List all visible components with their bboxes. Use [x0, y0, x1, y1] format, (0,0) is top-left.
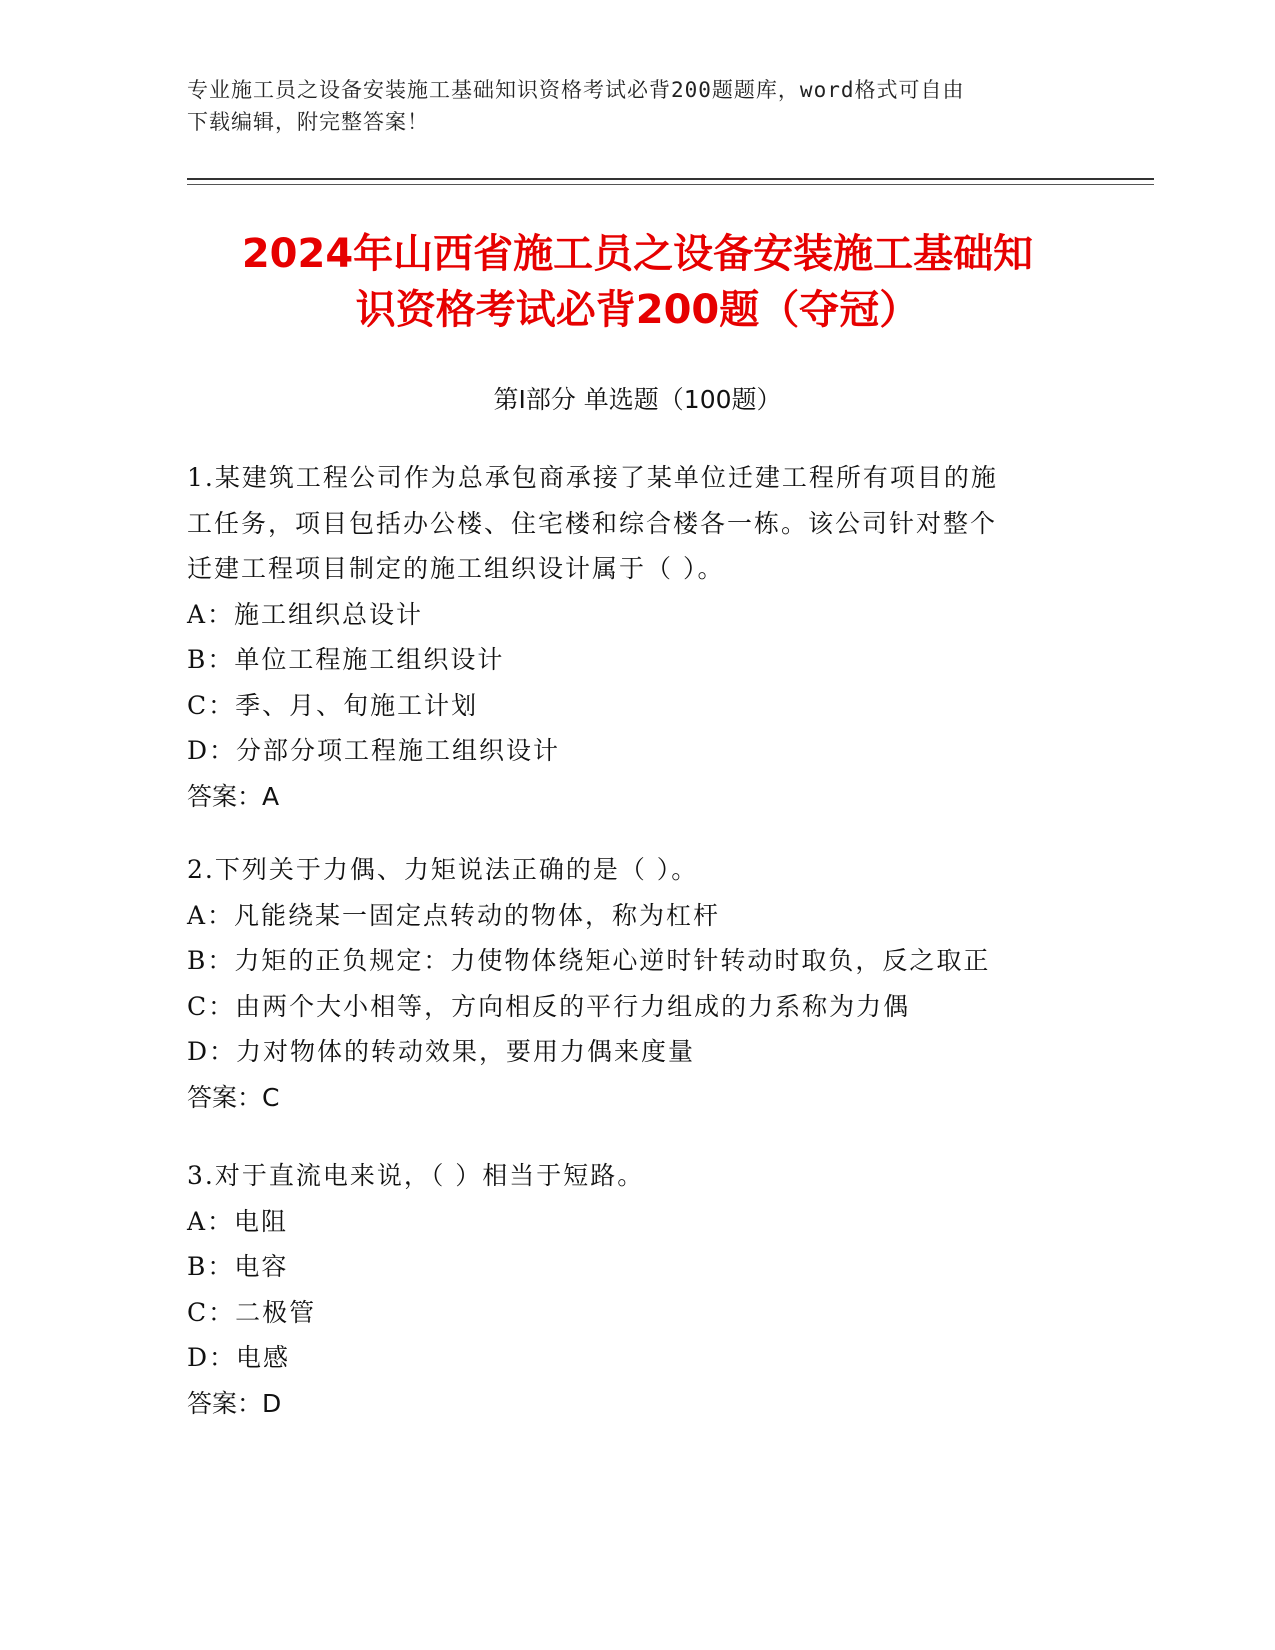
question-1: [187, 455, 1067, 819]
option-c: C：由两个大小相等，方向相反的平行力组成的力系称为力偶: [187, 991, 911, 1021]
header-divider-thin: [187, 184, 1154, 185]
question-stem: 工任务，项目包括办公楼、住宅楼和综合楼各一栋。该公司针对整个: [187, 508, 998, 538]
option-d: D：分部分项工程施工组织设计: [187, 736, 561, 765]
header-divider: [187, 178, 1154, 180]
option-a: A：凡能绕某一固定点转动的物体，称为杠杆: [187, 900, 721, 930]
option-d: D：力对物体的转动效果，要用力偶来度量: [187, 1037, 696, 1066]
header-note-line: 下载编辑，附完整答案！: [187, 110, 429, 134]
title-line: 识资格考试必背200题（夺冠）: [355, 287, 920, 333]
header-note: [187, 74, 1067, 138]
option-c: C：二极管: [187, 1297, 317, 1327]
option-b: B：电容: [187, 1252, 289, 1281]
question-stem: 3.对于直流电来说，（ ）相当于短路。: [187, 1161, 645, 1190]
question-stem: 2.下列关于力偶、力矩说法正确的是（ ）。: [187, 855, 699, 884]
option-b: B：单位工程施工组织设计: [187, 645, 505, 674]
option-d: D：电感: [187, 1343, 291, 1372]
question-stem: 1.某建筑工程公司作为总承包商承接了某单位迁建工程所有项目的施: [187, 463, 998, 492]
option-a: A：电阻: [187, 1206, 289, 1236]
question-2: [187, 847, 1067, 1120]
document-title: [150, 226, 1125, 338]
question-3: [187, 1153, 1067, 1426]
answer-label: 答案：C: [187, 1082, 280, 1112]
section-heading: 第Ⅰ部分 单选题（100题）: [493, 385, 782, 414]
answer-label: 答案：D: [187, 1388, 282, 1418]
question-stem: 迁建工程项目制定的施工组织设计属于（ ）。: [187, 554, 725, 583]
option-a: A：施工组织总设计: [187, 599, 424, 629]
title-line: 2024年山西省施工员之设备安装施工基础知: [241, 231, 1034, 277]
option-b: B：力矩的正负规定：力使物体绕矩心逆时针转动时取负，反之取正: [187, 946, 991, 975]
answer-label: 答案：A: [187, 781, 280, 811]
option-c: C：季、月、旬施工计划: [187, 690, 479, 720]
header-note-line: 专业施工员之设备安装施工基础知识资格考试必背200题题库，word格式可自由: [187, 78, 965, 102]
